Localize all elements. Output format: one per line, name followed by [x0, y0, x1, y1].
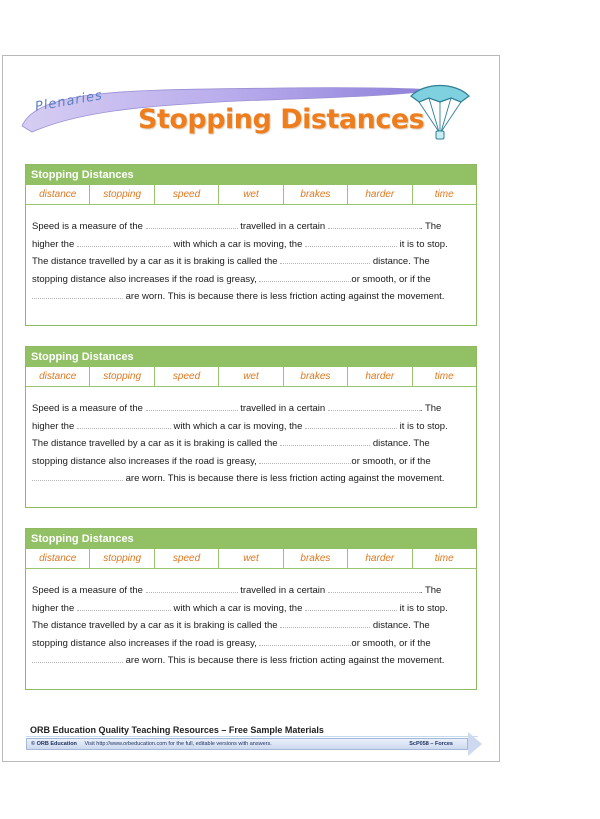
- answer-blank[interactable]: [328, 219, 420, 229]
- passage-line: [32, 635, 471, 653]
- passage-line: [32, 453, 471, 471]
- word-bank-item: distance: [26, 185, 90, 204]
- word-bank: [26, 185, 476, 205]
- passage-text: distance. The: [372, 438, 430, 449]
- passage-line: [32, 400, 471, 418]
- passage-text: distance. The: [372, 256, 430, 267]
- answer-blank[interactable]: [77, 419, 171, 429]
- answer-blank[interactable]: [305, 237, 397, 247]
- worksheet-section-3: [25, 528, 477, 690]
- word-bank-item: brakes: [284, 185, 348, 204]
- answer-blank[interactable]: [259, 636, 351, 646]
- answer-blank[interactable]: [32, 289, 123, 299]
- passage-line: [32, 652, 471, 670]
- answer-blank[interactable]: [259, 272, 351, 282]
- word-bank-item: brakes: [284, 549, 348, 568]
- answer-blank[interactable]: [305, 419, 397, 429]
- answer-blank[interactable]: [32, 471, 123, 481]
- footer-arrow-icon: [468, 732, 482, 756]
- passage-text: or smooth, or if the: [351, 273, 431, 285]
- cloze-passage: [26, 569, 476, 689]
- word-bank-item: stopping: [90, 549, 154, 568]
- passage-text: higher the: [32, 602, 75, 614]
- passage-text: Speed is a measure of the: [32, 221, 143, 232]
- page-title: Stopping Distances: [138, 104, 425, 135]
- passage-text: it is to stop.: [399, 420, 448, 432]
- word-bank-item: wet: [219, 549, 283, 568]
- passage-text: with which a car is moving, the: [173, 420, 303, 432]
- word-bank-item: stopping: [90, 185, 154, 204]
- passage-text: stopping distance also increases if the road is greasy,: [32, 273, 257, 285]
- passage-text: Speed is a measure of the: [32, 403, 143, 414]
- answer-blank[interactable]: [328, 401, 420, 411]
- passage-text: stopping distance also increases if the road is greasy,: [32, 637, 257, 649]
- passage-line: [32, 288, 471, 306]
- section-heading: Stopping Distances: [26, 165, 476, 185]
- passage-text: . The: [419, 221, 442, 232]
- passage-text: are worn. This is because there is less friction acting against the movement.: [125, 473, 445, 484]
- word-bank-item: wet: [219, 367, 283, 386]
- section-heading: Stopping Distances: [26, 529, 476, 549]
- answer-blank[interactable]: [146, 401, 238, 411]
- word-bank-item: time: [434, 371, 454, 382]
- answer-blank[interactable]: [32, 653, 123, 663]
- passage-line: [32, 236, 471, 254]
- passage-text: The distance travelled by a car as it is braking is called the: [32, 256, 278, 267]
- passage-text: with which a car is moving, the: [173, 238, 303, 250]
- answer-blank[interactable]: [77, 601, 171, 611]
- cloze-passage: [26, 205, 476, 325]
- passage-text: The distance travelled by a car as it is braking is called the: [32, 438, 278, 449]
- word-bank-item: wet: [219, 185, 283, 204]
- word-bank-item: time: [434, 553, 454, 564]
- answer-blank[interactable]: [280, 254, 370, 264]
- passage-text: stopping distance also increases if the road is greasy,: [32, 455, 257, 467]
- passage-text: . The: [419, 585, 442, 596]
- passage-text: it is to stop.: [399, 602, 448, 614]
- answer-blank[interactable]: [146, 219, 238, 229]
- word-bank-item: speed: [155, 549, 219, 568]
- passage-text: higher the: [32, 420, 75, 432]
- footer-bar: [26, 738, 468, 750]
- passage-text: travelled in a certain: [240, 585, 326, 596]
- passage-text: Speed is a measure of the: [32, 585, 143, 596]
- footer-title: ORB Education Quality Teaching Resources – Free Sample Materials: [30, 725, 324, 735]
- passage-text: it is to stop.: [399, 238, 448, 250]
- footer-divider: [26, 736, 478, 737]
- cloze-passage: [26, 387, 476, 507]
- answer-blank[interactable]: [280, 618, 370, 628]
- answer-blank[interactable]: [146, 583, 238, 593]
- word-bank-item: brakes: [284, 367, 348, 386]
- word-bank-item: harder: [348, 367, 412, 386]
- passage-text: or smooth, or if the: [351, 637, 431, 649]
- answer-blank[interactable]: [77, 237, 171, 247]
- passage-text: . The: [419, 403, 442, 414]
- passage-text: with which a car is moving, the: [173, 602, 303, 614]
- parachute-icon: [405, 80, 475, 142]
- passage-text: or smooth, or if the: [351, 455, 431, 467]
- section-heading: Stopping Distances: [26, 347, 476, 367]
- word-bank-item: stopping: [90, 367, 154, 386]
- word-bank-item: speed: [155, 367, 219, 386]
- worksheet-section-2: [25, 346, 477, 508]
- passage-text: travelled in a certain: [240, 221, 326, 232]
- passage-line: [32, 435, 471, 453]
- footer-copyright: © ORB Education: [31, 741, 77, 747]
- footer-visit-link[interactable]: Visit http://www.orbeducation.com for the full, editable versions with answers.: [84, 741, 272, 747]
- word-bank-item: harder: [348, 185, 412, 204]
- passage-line: [32, 470, 471, 488]
- word-bank-item: distance: [26, 549, 90, 568]
- passage-line: [32, 253, 471, 271]
- passage-text: are worn. This is because there is less friction acting against the movement.: [125, 655, 445, 666]
- passage-line: [32, 600, 471, 618]
- answer-blank[interactable]: [259, 454, 351, 464]
- word-bank-item: distance: [26, 367, 90, 386]
- word-bank-item: time: [434, 189, 454, 200]
- answer-blank[interactable]: [280, 436, 370, 446]
- passage-text: higher the: [32, 238, 75, 250]
- passage-line: [32, 418, 471, 436]
- plenaries-label: Plenaries: [34, 88, 104, 115]
- passage-line: [32, 617, 471, 635]
- passage-text: The distance travelled by a car as it is braking is called the: [32, 620, 278, 631]
- word-bank-item: harder: [348, 549, 412, 568]
- passage-text: travelled in a certain: [240, 403, 326, 414]
- worksheet-section-1: [25, 164, 477, 326]
- passage-text: are worn. This is because there is less friction acting against the movement.: [125, 291, 445, 302]
- passage-line: [32, 218, 471, 236]
- passage-line: [32, 271, 471, 289]
- word-bank-item: speed: [155, 185, 219, 204]
- answer-blank[interactable]: [328, 583, 420, 593]
- passage-text: distance. The: [372, 620, 430, 631]
- word-bank: [26, 549, 476, 569]
- passage-line: [32, 582, 471, 600]
- footer-resource-code: ScP058 – Forces: [409, 741, 453, 747]
- answer-blank[interactable]: [305, 601, 397, 611]
- word-bank: [26, 367, 476, 387]
